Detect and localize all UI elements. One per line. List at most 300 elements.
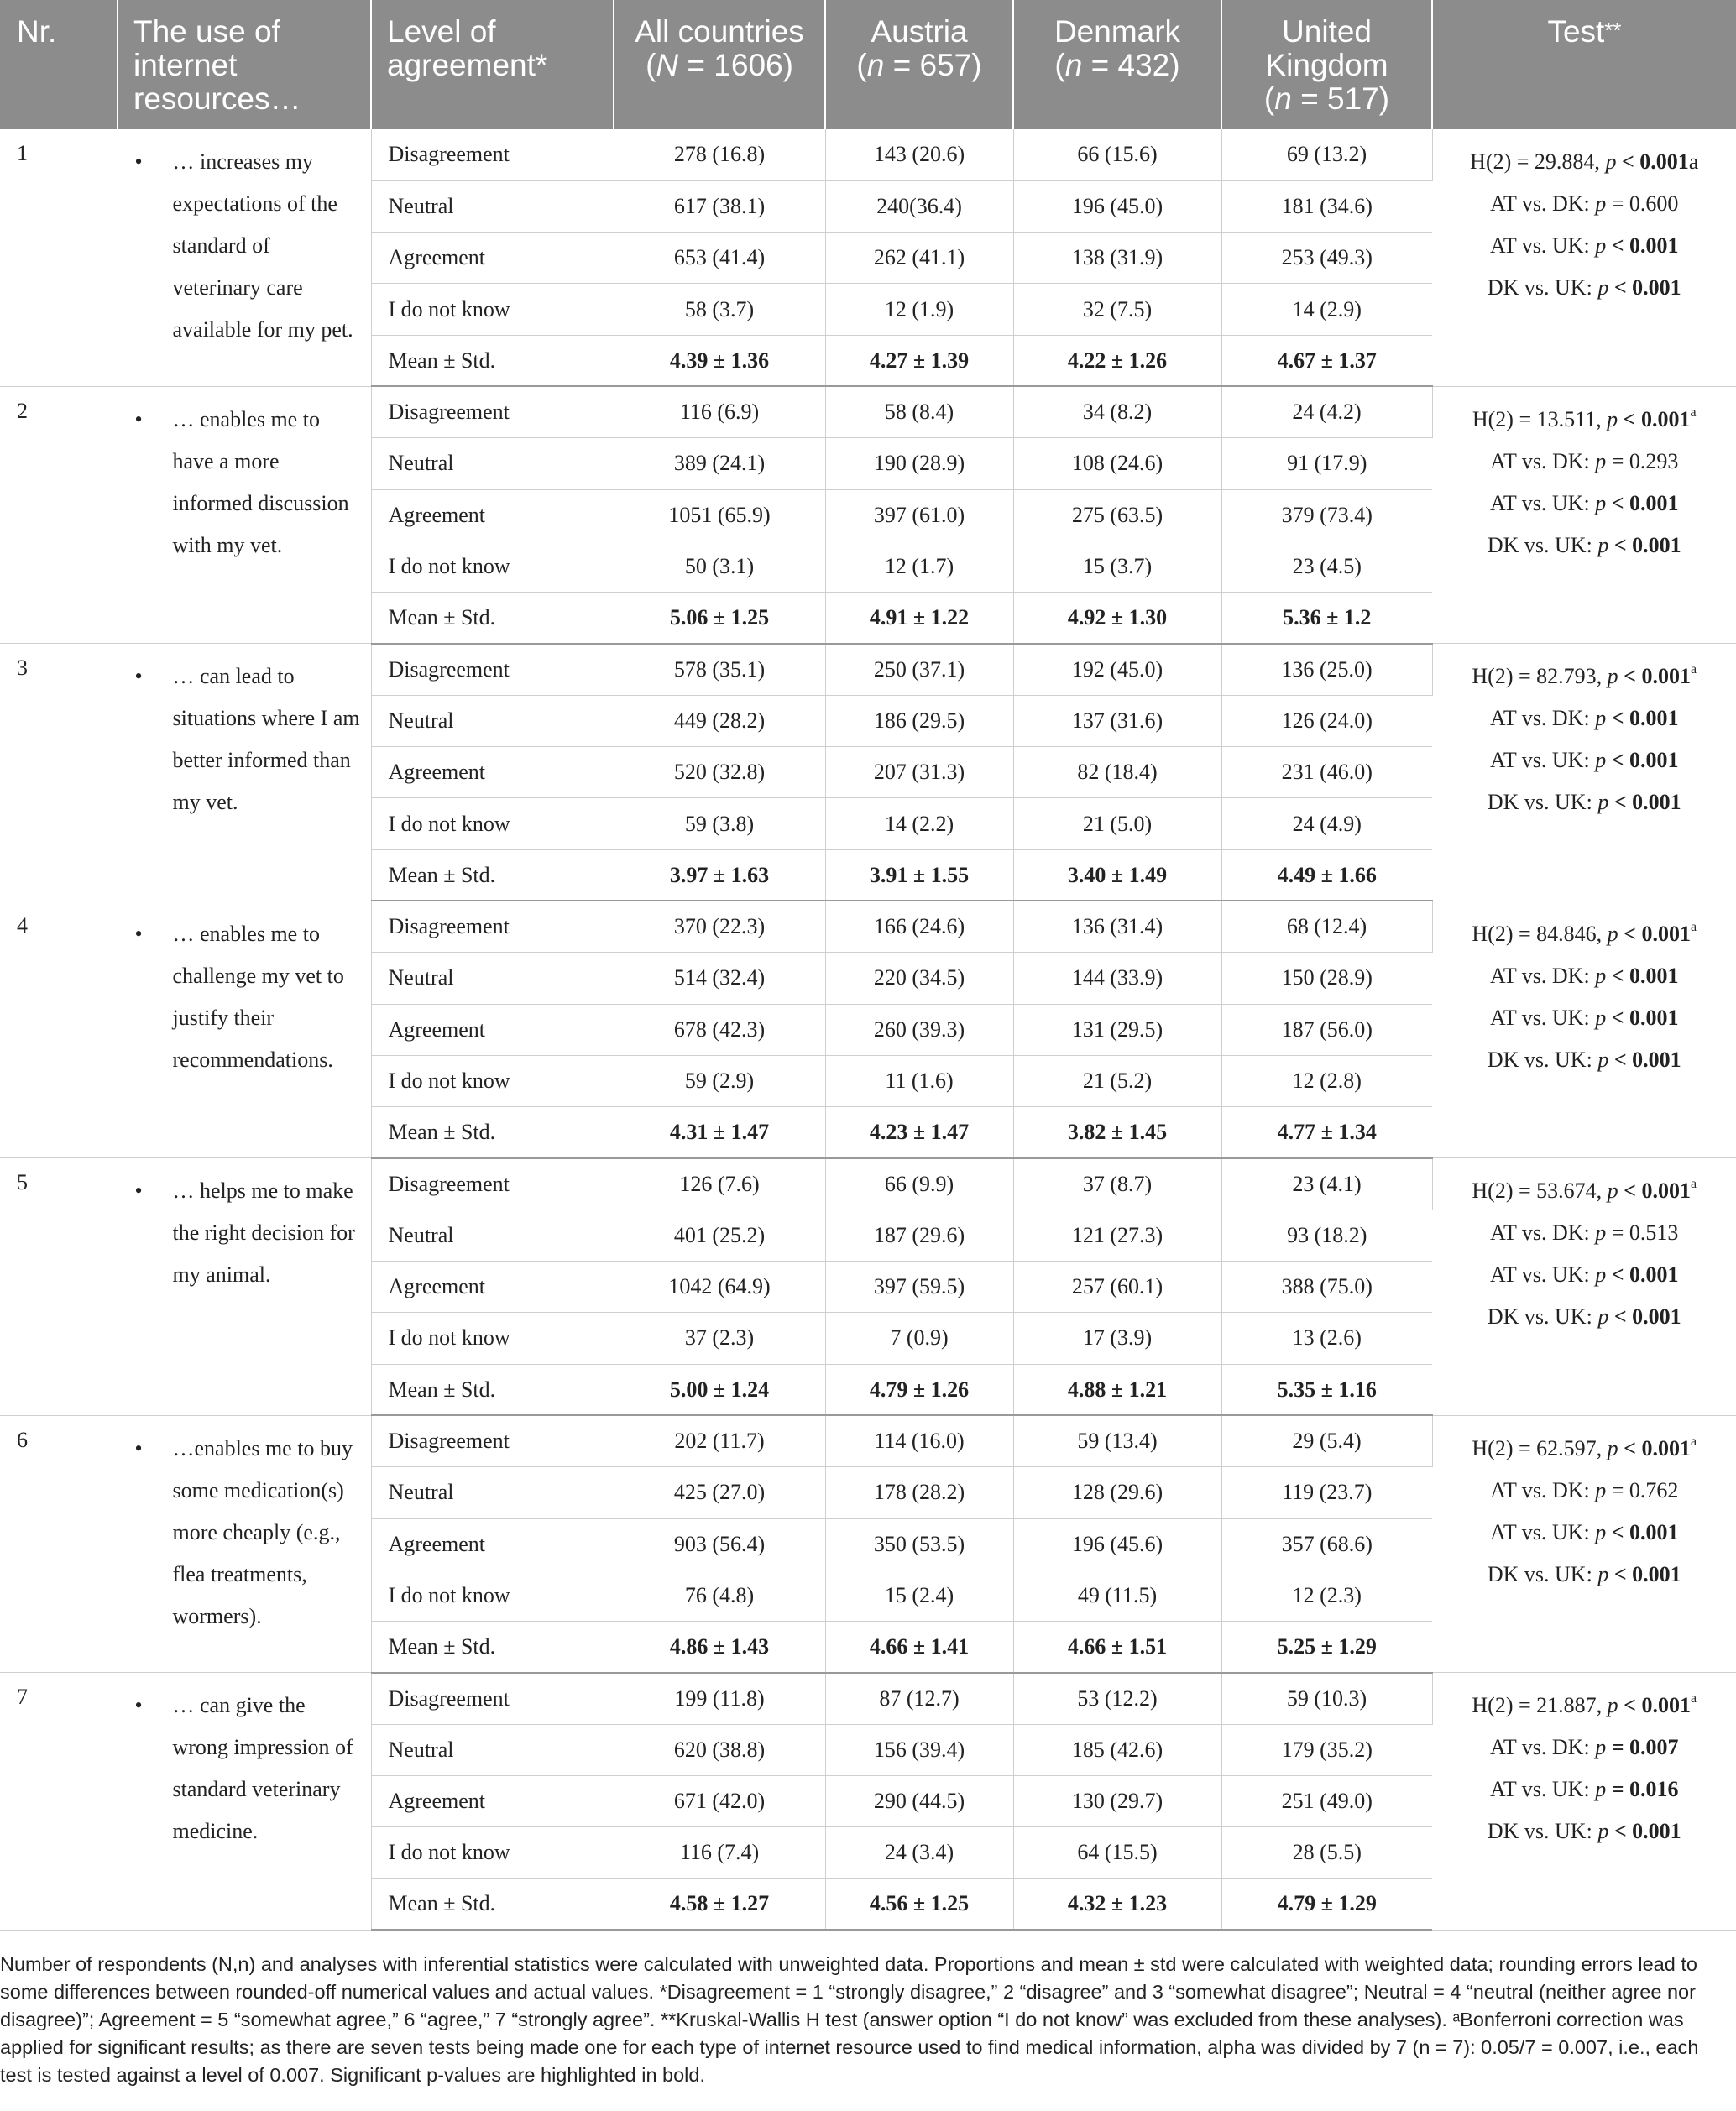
p-symbol: p [1595, 963, 1607, 988]
table-row [0, 129, 1736, 180]
value-cell-uk: 68 (12.4) [1221, 901, 1432, 952]
value-cell-uk: 14 (2.9) [1221, 284, 1432, 335]
row-number: 6 [0, 1415, 118, 1672]
posthoc-result [1436, 1254, 1733, 1296]
p-value: < 0.001 [1616, 149, 1689, 174]
value-cell-at: 178 (28.2) [825, 1467, 1013, 1518]
value-cell-uk: 91 (17.9) [1221, 438, 1432, 489]
header-all-n-val: = 1606) [678, 48, 793, 82]
p-symbol: p [1607, 1435, 1618, 1460]
value-cell-all: 199 (11.8) [614, 1673, 825, 1724]
header-uk-n-sym: n [1274, 81, 1292, 116]
bullet-icon: • [134, 1693, 143, 1718]
row-number: 7 [0, 1673, 118, 1930]
posthoc-result [1436, 1727, 1733, 1769]
level-label: Mean ± Std. [371, 1878, 614, 1930]
value-cell-uk: 119 (23.7) [1221, 1467, 1432, 1518]
value-cell-all: 202 (11.7) [614, 1415, 825, 1466]
value-cell-uk: 12 (2.3) [1221, 1570, 1432, 1621]
level-label: Neutral [371, 695, 614, 746]
level-label: I do not know [371, 1055, 614, 1106]
posthoc-p-value: < 0.001 [1606, 490, 1679, 515]
row-number: 1 [0, 129, 118, 386]
test-cell [1432, 129, 1736, 386]
p-symbol: p [1597, 532, 1609, 557]
value-cell-all: 1042 (64.9) [614, 1262, 825, 1313]
value-cell-uk: 388 (75.0) [1221, 1262, 1432, 1313]
bonferroni-mark: a [1690, 919, 1697, 934]
bullet-item [135, 1428, 361, 1638]
value-cell-at: 240(36.4) [825, 180, 1013, 232]
value-cell-all: 425 (27.0) [614, 1467, 825, 1518]
level-label: Neutral [371, 1724, 614, 1775]
value-cell-all: 4.58 ± 1.27 [614, 1878, 825, 1930]
value-cell-dk: 15 (3.7) [1013, 541, 1221, 592]
p-symbol: p [1607, 406, 1618, 431]
item-statement-cell [118, 386, 371, 643]
kruskal-wallis-result [1436, 141, 1733, 183]
h-statistic: H(2) = 21.887, [1472, 1693, 1608, 1718]
value-cell-all: 449 (28.2) [614, 695, 825, 746]
item-statement-cell [118, 644, 371, 901]
p-symbol: p [1597, 1561, 1609, 1586]
posthoc-label: DK vs. UK: [1487, 532, 1598, 557]
value-cell-all: 116 (7.4) [614, 1827, 825, 1878]
value-cell-at: 190 (28.9) [825, 438, 1013, 489]
posthoc-label: AT vs. DK: [1489, 963, 1596, 988]
bullet-item [135, 1170, 361, 1296]
value-cell-all: 5.00 ± 1.24 [614, 1364, 825, 1415]
bullet-item [135, 1685, 361, 1852]
header-all: All countries (N = 1606) [614, 0, 825, 129]
bullet-item [135, 656, 361, 823]
value-cell-all: 678 (42.3) [614, 1004, 825, 1055]
value-cell-dk: 53 (12.2) [1013, 1673, 1221, 1724]
item-statement-cell [118, 1673, 371, 1930]
value-cell-uk: 150 (28.9) [1221, 953, 1432, 1004]
test-cell [1432, 386, 1736, 643]
value-cell-dk: 130 (29.7) [1013, 1776, 1221, 1827]
value-cell-all: 278 (16.8) [614, 129, 825, 180]
value-cell-dk: 59 (13.4) [1013, 1415, 1221, 1466]
posthoc-p-value: < 0.001 [1608, 1819, 1681, 1844]
table-body [0, 129, 1736, 1930]
posthoc-result [1436, 483, 1733, 525]
header-use-label: The use of internet resources… [133, 14, 301, 116]
level-label: I do not know [371, 1827, 614, 1878]
value-cell-dk: 138 (31.9) [1013, 233, 1221, 284]
p-symbol: p [1595, 1005, 1607, 1030]
value-cell-at: 4.23 ± 1.47 [825, 1107, 1013, 1158]
value-cell-at: 220 (34.5) [825, 953, 1013, 1004]
item-statement: …enables me to buy some medication(s) more cheaply (e.g., flea treatments, wormers). [172, 1435, 353, 1628]
value-cell-dk: 21 (5.2) [1013, 1055, 1221, 1106]
posthoc-result [1436, 225, 1733, 267]
posthoc-p-value: < 0.001 [1608, 1047, 1681, 1072]
value-cell-uk: 136 (25.0) [1221, 644, 1432, 695]
posthoc-label: DK vs. UK: [1487, 1047, 1598, 1072]
bonferroni-mark: a [1690, 1691, 1697, 1706]
h-statistic: H(2) = 13.511, [1472, 406, 1608, 431]
posthoc-result [1436, 1470, 1733, 1512]
value-cell-uk: 187 (56.0) [1221, 1004, 1432, 1055]
value-cell-at: 7 (0.9) [825, 1313, 1013, 1364]
posthoc-label: AT vs. UK: [1489, 233, 1596, 258]
header-austria-n-val: = 657) [884, 48, 982, 82]
posthoc-result [1436, 1296, 1733, 1338]
value-cell-uk: 23 (4.5) [1221, 541, 1432, 592]
h-statistic: H(2) = 82.793, [1472, 664, 1608, 689]
posthoc-p-value: < 0.001 [1606, 1005, 1679, 1030]
bullet-icon: • [134, 149, 143, 174]
posthoc-label: DK vs. UK: [1487, 275, 1598, 300]
header-uk: United Kingdom (n = 517) [1221, 0, 1432, 129]
value-cell-dk: 275 (63.5) [1013, 489, 1221, 541]
posthoc-result [1436, 1811, 1733, 1852]
value-cell-dk: 137 (31.6) [1013, 695, 1221, 746]
value-cell-uk: 93 (18.2) [1221, 1210, 1432, 1261]
value-cell-all: 401 (25.2) [614, 1210, 825, 1261]
value-cell-at: 166 (24.6) [825, 901, 1013, 952]
level-label: Mean ± Std. [371, 849, 614, 901]
p-symbol: p [1607, 664, 1618, 689]
posthoc-p-value: < 0.001 [1608, 1304, 1681, 1330]
bullet-item [135, 399, 361, 567]
value-cell-at: 12 (1.9) [825, 284, 1013, 335]
posthoc-label: AT vs. UK: [1489, 1777, 1596, 1802]
posthoc-result [1436, 441, 1733, 483]
value-cell-dk: 17 (3.9) [1013, 1313, 1221, 1364]
posthoc-result [1436, 781, 1733, 823]
value-cell-uk: 4.79 ± 1.29 [1221, 1878, 1432, 1930]
value-cell-uk: 4.49 ± 1.66 [1221, 849, 1432, 901]
value-cell-at: 350 (53.5) [825, 1518, 1013, 1570]
row-number: 3 [0, 644, 118, 901]
table-row [0, 644, 1736, 695]
value-cell-all: 617 (38.1) [614, 180, 825, 232]
level-label: Agreement [371, 1776, 614, 1827]
level-label: Disagreement [371, 1673, 614, 1724]
p-value: < 0.001 [1618, 1693, 1691, 1718]
posthoc-result [1436, 1212, 1733, 1254]
p-symbol: p [1595, 191, 1607, 216]
value-cell-dk: 49 (11.5) [1013, 1570, 1221, 1621]
level-label: Agreement [371, 233, 614, 284]
bonferroni-mark: a [1690, 1434, 1697, 1449]
p-symbol: p [1597, 1819, 1609, 1844]
value-cell-all: 370 (22.3) [614, 901, 825, 952]
row-number: 4 [0, 901, 118, 1157]
header-level-label: Level of agreement [387, 14, 536, 82]
table-row [0, 386, 1736, 437]
level-label: Mean ± Std. [371, 335, 614, 386]
posthoc-label: DK vs. UK: [1487, 790, 1598, 815]
level-label: I do not know [371, 798, 614, 849]
value-cell-uk: 4.77 ± 1.34 [1221, 1107, 1432, 1158]
level-label: Agreement [371, 1262, 614, 1313]
level-label: Disagreement [371, 129, 614, 180]
value-cell-all: 4.39 ± 1.36 [614, 335, 825, 386]
value-cell-at: 11 (1.6) [825, 1055, 1013, 1106]
value-cell-dk: 82 (18.4) [1013, 747, 1221, 798]
test-cell [1432, 644, 1736, 901]
level-label: Mean ± Std. [371, 1622, 614, 1673]
value-cell-uk: 379 (73.4) [1221, 489, 1432, 541]
item-statement: … enables me to have a more informed discussion with my vet. [172, 406, 349, 557]
value-cell-at: 262 (41.1) [825, 233, 1013, 284]
item-statement: … increases my expectations of the standard of veterinary care available for my pet. [172, 149, 353, 342]
value-cell-dk: 257 (60.1) [1013, 1262, 1221, 1313]
value-cell-uk: 12 (2.8) [1221, 1055, 1432, 1106]
posthoc-result [1436, 525, 1733, 567]
header-austria: Austria (n = 657) [825, 0, 1013, 129]
value-cell-dk: 4.88 ± 1.21 [1013, 1364, 1221, 1415]
value-cell-at: 250 (37.1) [825, 644, 1013, 695]
value-cell-at: 4.27 ± 1.39 [825, 335, 1013, 386]
posthoc-label: AT vs. DK: [1489, 706, 1596, 731]
level-label: I do not know [371, 541, 614, 592]
value-cell-at: 4.66 ± 1.41 [825, 1622, 1013, 1673]
posthoc-label: AT vs. DK: [1490, 1477, 1596, 1502]
level-label: Neutral [371, 438, 614, 489]
level-label: I do not know [371, 284, 614, 335]
value-cell-all: 3.97 ± 1.63 [614, 849, 825, 901]
table-footnote: Number of respondents (N,n) and analyses with inferential statistics were calculated with unweighted data. Proportions and mean ± std were calculated with weighted data; rounding errors lead to some differences between rounded-off numerical values and actual values. *Disagreement = 1 “strongly disagree,” 2 “disagree” and 3 “somewhat disagree”; Neutral = 4 “neutral (neither agree nor disagree)”; Agreement = 5 “somewhat agree,” 6 “agree,” 7 “strongly agree”. **Kruskal-Wallis H test (answer option “I do not know” was excluded from these analyses). ᵃBonferroni correction was applied for significant results; as there are seven tests being made one for each type of internet resource used to find medical information, alpha was divided by 7 (n = 7): 0.05/7 = 0.007, i.e., each test is tested against a level of 0.007. Significant p-values are highlighted in bold. [0, 1953, 1699, 2086]
p-value: < 0.001 [1618, 921, 1691, 946]
value-cell-dk: 3.40 ± 1.49 [1013, 849, 1221, 901]
value-cell-uk: 59 (10.3) [1221, 1673, 1432, 1724]
value-cell-at: 66 (9.9) [825, 1158, 1013, 1210]
value-cell-uk: 5.36 ± 1.2 [1221, 593, 1432, 644]
value-cell-all: 514 (32.4) [614, 953, 825, 1004]
posthoc-result [1436, 955, 1733, 997]
value-cell-all: 116 (6.9) [614, 386, 825, 437]
bullet-icon: • [134, 1178, 143, 1204]
header-denmark-label: Denmark [1054, 14, 1181, 49]
bullet-icon: • [134, 406, 143, 431]
p-symbol: p [1595, 1220, 1607, 1246]
value-cell-dk: 37 (8.7) [1013, 1158, 1221, 1210]
bullet-item [135, 141, 361, 351]
posthoc-p-value: < 0.001 [1608, 532, 1681, 557]
header-nr-label: Nr. [17, 14, 57, 49]
value-cell-at: 397 (61.0) [825, 489, 1013, 541]
value-cell-dk: 185 (42.6) [1013, 1724, 1221, 1775]
header-all-n-sym: N [656, 48, 679, 82]
header-uk-label: United Kingdom [1265, 14, 1388, 82]
kruskal-wallis-result [1436, 1685, 1733, 1727]
p-value: < 0.001 [1618, 1178, 1691, 1204]
row-number: 2 [0, 386, 118, 643]
table-row [0, 1673, 1736, 1724]
bonferroni-mark: a [1690, 1177, 1697, 1192]
header-level [371, 0, 614, 129]
table-header [0, 0, 1736, 129]
posthoc-label: AT vs. UK: [1489, 748, 1596, 773]
level-label: Disagreement [371, 386, 614, 437]
value-cell-uk: 179 (35.2) [1221, 1724, 1432, 1775]
posthoc-label: AT vs. UK: [1489, 1262, 1596, 1288]
value-cell-dk: 196 (45.0) [1013, 180, 1221, 232]
row-number: 5 [0, 1158, 118, 1415]
value-cell-dk: 131 (29.5) [1013, 1004, 1221, 1055]
header-nr [0, 0, 118, 129]
value-cell-dk: 32 (7.5) [1013, 284, 1221, 335]
h-statistic: H(2) = 84.846, [1472, 921, 1608, 946]
value-cell-all: 671 (42.0) [614, 1776, 825, 1827]
value-cell-dk: 108 (24.6) [1013, 438, 1221, 489]
bonferroni-mark: a [1688, 149, 1699, 174]
level-label: Disagreement [371, 644, 614, 695]
value-cell-at: 290 (44.5) [825, 1776, 1013, 1827]
p-symbol: p [1597, 790, 1609, 815]
value-cell-uk: 231 (46.0) [1221, 747, 1432, 798]
header-test [1432, 0, 1736, 129]
p-symbol: p [1607, 1178, 1618, 1204]
value-cell-uk: 126 (24.0) [1221, 695, 1432, 746]
value-cell-dk: 121 (27.3) [1013, 1210, 1221, 1261]
value-cell-at: 15 (2.4) [825, 1570, 1013, 1621]
value-cell-dk: 4.32 ± 1.23 [1013, 1878, 1221, 1930]
table-row [0, 1158, 1736, 1210]
posthoc-result [1436, 698, 1733, 739]
level-label: Neutral [371, 1210, 614, 1261]
posthoc-result [1436, 183, 1733, 225]
test-cell [1432, 1673, 1736, 1930]
posthoc-result [1436, 1769, 1733, 1811]
p-value: < 0.001 [1618, 664, 1691, 689]
h-statistic: H(2) = 62.597, [1472, 1435, 1608, 1460]
header-uk-n-val: = 517) [1291, 81, 1390, 116]
p-symbol: p [1597, 1047, 1609, 1072]
posthoc-p-value: < 0.001 [1606, 963, 1679, 988]
posthoc-p-value: < 0.001 [1606, 233, 1679, 258]
item-statement: … helps me to make the right decision for my animal. [172, 1178, 355, 1288]
value-cell-dk: 192 (45.0) [1013, 644, 1221, 695]
value-cell-at: 143 (20.6) [825, 129, 1013, 180]
posthoc-p-value: < 0.001 [1608, 1561, 1681, 1586]
p-symbol: p [1595, 490, 1607, 515]
posthoc-label: DK vs. UK: [1487, 1819, 1598, 1844]
value-cell-at: 24 (3.4) [825, 1827, 1013, 1878]
value-cell-dk: 3.82 ± 1.45 [1013, 1107, 1221, 1158]
value-cell-all: 389 (24.1) [614, 438, 825, 489]
p-symbol: p [1597, 275, 1609, 300]
value-cell-dk: 4.22 ± 1.26 [1013, 335, 1221, 386]
p-symbol: p [1607, 1693, 1618, 1718]
posthoc-label: AT vs. DK: [1490, 191, 1596, 216]
value-cell-dk: 21 (5.0) [1013, 798, 1221, 849]
item-statement-cell [118, 901, 371, 1157]
p-symbol: p [1595, 448, 1607, 473]
header-test-mark: ** [1604, 18, 1622, 43]
p-symbol: p [1595, 706, 1607, 731]
value-cell-all: 653 (41.4) [614, 233, 825, 284]
posthoc-p-value: < 0.001 [1608, 790, 1681, 815]
value-cell-dk: 64 (15.5) [1013, 1827, 1221, 1878]
item-statement-cell [118, 129, 371, 386]
value-cell-all: 4.86 ± 1.43 [614, 1622, 825, 1673]
bullet-item [135, 913, 361, 1081]
value-cell-at: 4.91 ± 1.22 [825, 593, 1013, 644]
header-use [118, 0, 371, 129]
posthoc-p-value: = 0.016 [1606, 1777, 1679, 1802]
posthoc-result [1436, 739, 1733, 781]
level-label: Neutral [371, 1467, 614, 1518]
value-cell-at: 58 (8.4) [825, 386, 1013, 437]
value-cell-all: 59 (2.9) [614, 1055, 825, 1106]
p-symbol: p [1605, 149, 1617, 174]
bonferroni-mark: a [1690, 662, 1697, 677]
p-symbol: p [1595, 233, 1607, 258]
value-cell-at: 260 (39.3) [825, 1004, 1013, 1055]
posthoc-p-value: < 0.001 [1606, 1519, 1679, 1544]
value-cell-uk: 5.25 ± 1.29 [1221, 1622, 1432, 1673]
posthoc-p-value: = 0.600 [1606, 191, 1679, 216]
bonferroni-mark: a [1690, 405, 1697, 420]
value-cell-at: 87 (12.7) [825, 1673, 1013, 1724]
level-label: Agreement [371, 1004, 614, 1055]
value-cell-dk: 4.66 ± 1.51 [1013, 1622, 1221, 1673]
header-all-label: All countries [635, 14, 804, 49]
p-symbol: p [1607, 921, 1618, 946]
value-cell-all: 578 (35.1) [614, 644, 825, 695]
value-cell-all: 1051 (65.9) [614, 489, 825, 541]
level-label: Disagreement [371, 1415, 614, 1466]
value-cell-dk: 144 (33.9) [1013, 953, 1221, 1004]
value-cell-all: 620 (38.8) [614, 1724, 825, 1775]
value-cell-all: 58 (3.7) [614, 284, 825, 335]
item-statement-cell [118, 1415, 371, 1672]
posthoc-label: AT vs. UK: [1489, 490, 1596, 515]
posthoc-p-value: = 0.513 [1606, 1220, 1679, 1246]
posthoc-p-value: < 0.001 [1606, 748, 1679, 773]
h-statistic: H(2) = 29.884, [1470, 149, 1606, 174]
kruskal-wallis-result [1436, 1170, 1733, 1212]
bullet-icon: • [134, 1435, 143, 1460]
posthoc-label: AT vs. DK: [1490, 1220, 1596, 1246]
value-cell-all: 76 (4.8) [614, 1570, 825, 1621]
header-austria-n-sym: n [866, 48, 885, 82]
level-label: Agreement [371, 747, 614, 798]
posthoc-result [1436, 267, 1733, 309]
level-label: Neutral [371, 953, 614, 1004]
p-value: < 0.001 [1618, 406, 1691, 431]
value-cell-at: 3.91 ± 1.55 [825, 849, 1013, 901]
level-label: I do not know [371, 1313, 614, 1364]
value-cell-uk: 29 (5.4) [1221, 1415, 1432, 1466]
value-cell-at: 4.56 ± 1.25 [825, 1878, 1013, 1930]
value-cell-all: 520 (32.8) [614, 747, 825, 798]
posthoc-p-value: < 0.001 [1606, 1262, 1679, 1288]
header-austria-label: Austria [871, 14, 968, 49]
header-row [0, 0, 1736, 129]
header-denmark-n-sym: n [1064, 48, 1083, 82]
p-symbol: p [1595, 748, 1607, 773]
posthoc-p-value: = 0.293 [1606, 448, 1679, 473]
posthoc-label: DK vs. UK: [1487, 1561, 1598, 1586]
header-denmark: Denmark (n = 432) [1013, 0, 1221, 129]
value-cell-uk: 13 (2.6) [1221, 1313, 1432, 1364]
item-statement: … can give the wrong impression of standard veterinary medicine. [172, 1693, 353, 1844]
p-symbol: p [1595, 1262, 1607, 1288]
p-symbol: p [1595, 1477, 1607, 1502]
bullet-icon: • [134, 664, 143, 689]
value-cell-uk: 251 (49.0) [1221, 1776, 1432, 1827]
value-cell-uk: 253 (49.3) [1221, 233, 1432, 284]
p-symbol: p [1597, 1304, 1609, 1330]
posthoc-label: AT vs. UK: [1489, 1519, 1596, 1544]
